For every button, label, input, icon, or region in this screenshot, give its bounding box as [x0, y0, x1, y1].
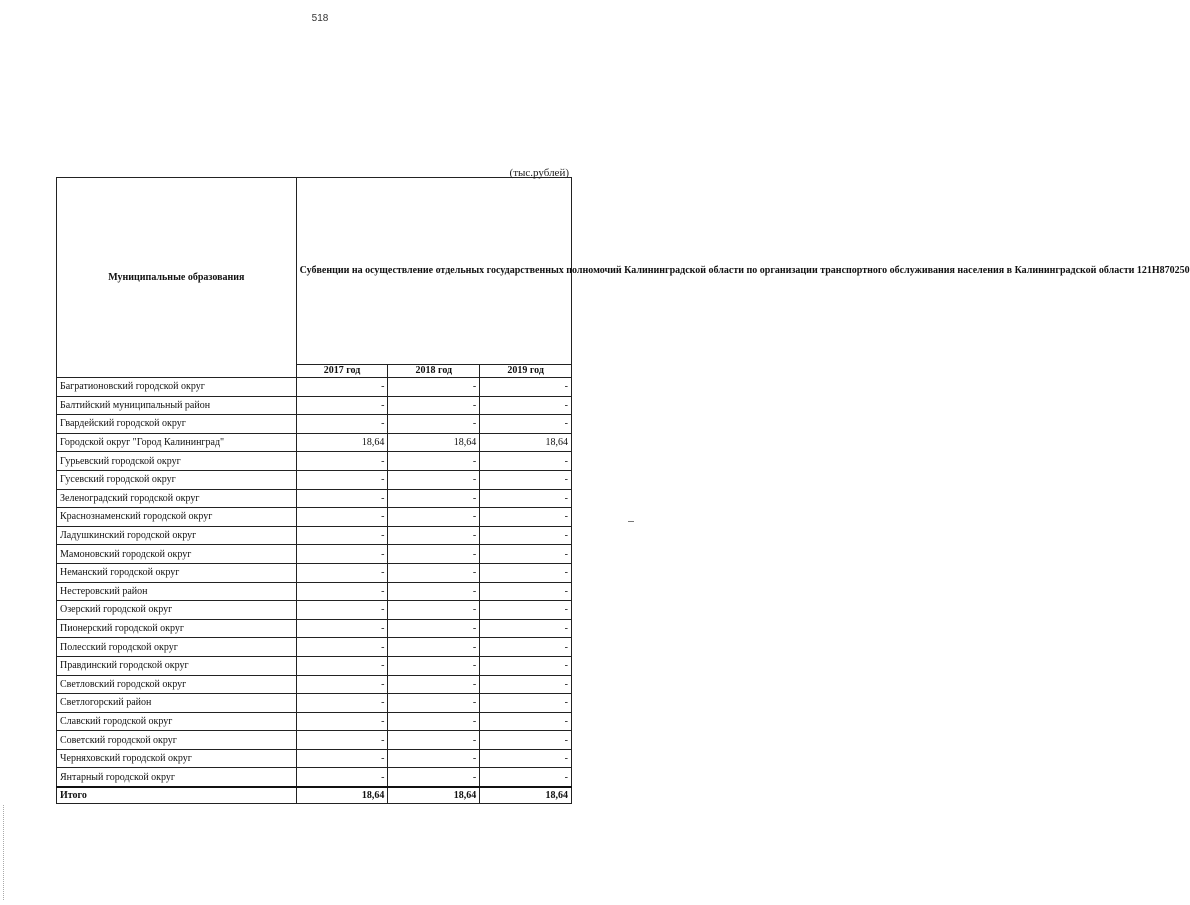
- value-2017: -: [296, 378, 388, 397]
- municipality-name: Городской округ "Город Калининград": [57, 433, 297, 452]
- table-row: [57, 712, 572, 731]
- value-2019: -: [480, 396, 572, 415]
- value-2017: -: [296, 712, 388, 731]
- table-row: [57, 619, 572, 638]
- year-header-2018: 2018 год: [388, 365, 480, 378]
- value-2018: -: [388, 415, 480, 434]
- table-row: [57, 749, 572, 768]
- municipality-name: Зеленоградский городской округ: [57, 489, 297, 508]
- value-2017: -: [296, 638, 388, 657]
- value-2017: -: [296, 731, 388, 750]
- value-2018: -: [388, 601, 480, 620]
- value-2018: -: [388, 638, 480, 657]
- table-header: [57, 178, 1190, 378]
- value-2019: -: [480, 508, 572, 527]
- value-2018: -: [388, 619, 480, 638]
- municipality-name: Краснознаменский городской округ: [57, 508, 297, 527]
- table-row: [57, 601, 572, 620]
- total-2018: 18,64: [388, 787, 480, 804]
- value-2019: -: [480, 749, 572, 768]
- value-2018: -: [388, 452, 480, 471]
- table-row: [57, 396, 572, 415]
- table-row: [57, 563, 572, 582]
- value-2017: -: [296, 470, 388, 489]
- table-row: [57, 526, 572, 545]
- municipality-name: Гусевский городской округ: [57, 470, 297, 489]
- table-row: [57, 508, 572, 527]
- municipality-name: Багратионовский городской округ: [57, 378, 297, 397]
- value-2018: -: [388, 656, 480, 675]
- value-2019: -: [480, 415, 572, 434]
- municipality-name: Правдинский городской округ: [57, 656, 297, 675]
- page-number: 518: [311, 13, 329, 24]
- year-header-2019: 2019 год: [480, 365, 572, 378]
- value-2019: -: [480, 582, 572, 601]
- table-row: [57, 768, 572, 787]
- table-row: [57, 694, 572, 713]
- value-2018: -: [388, 712, 480, 731]
- units-label: (тыс.рублей): [509, 167, 569, 179]
- municipality-name: Славский городской округ: [57, 712, 297, 731]
- value-2019: -: [480, 545, 572, 564]
- municipality-name: Черняховский городской округ: [57, 749, 297, 768]
- value-2017: -: [296, 508, 388, 527]
- table-row: [57, 638, 572, 657]
- municipality-name: Мамоновский городской округ: [57, 545, 297, 564]
- table-row: [57, 545, 572, 564]
- value-2018: -: [388, 563, 480, 582]
- value-2019: -: [480, 694, 572, 713]
- table-row: [57, 415, 572, 434]
- value-2017: -: [296, 526, 388, 545]
- value-2019: -: [480, 638, 572, 657]
- table-row: [57, 656, 572, 675]
- value-2017: -: [296, 694, 388, 713]
- table-row: [57, 378, 572, 397]
- table-row: [57, 675, 572, 694]
- value-2019: -: [480, 601, 572, 620]
- value-2017: -: [296, 656, 388, 675]
- subsidy-table: [56, 177, 1190, 804]
- value-2018: -: [388, 768, 480, 787]
- total-2019: 18,64: [480, 787, 572, 804]
- municipality-column-header: Муниципальные образования: [57, 178, 297, 378]
- municipality-name: Янтарный городской округ: [57, 768, 297, 787]
- total-label: Итого: [57, 787, 297, 804]
- municipality-name: Светлогорский район: [57, 694, 297, 713]
- total-row: [57, 787, 572, 804]
- value-2019: -: [480, 731, 572, 750]
- subsidy-column-header: Субвенции на осуществление отдельных государственных полномочий Калининградской области по организации транспортного обслуживания населения в Калининградской области 121Н870250: [296, 178, 571, 365]
- value-2018: -: [388, 545, 480, 564]
- value-2018: -: [388, 378, 480, 397]
- value-2018: -: [388, 582, 480, 601]
- municipality-name: Озерский городской округ: [57, 601, 297, 620]
- value-2017: -: [296, 396, 388, 415]
- municipality-name: Полесский городской округ: [57, 638, 297, 657]
- value-2018: -: [388, 731, 480, 750]
- value-2019: -: [480, 712, 572, 731]
- value-2018: -: [388, 694, 480, 713]
- value-2019: -: [480, 489, 572, 508]
- table-row: [57, 470, 572, 489]
- value-2019: -: [480, 619, 572, 638]
- municipality-name: Балтийский муниципальный район: [57, 396, 297, 415]
- value-2018: -: [388, 749, 480, 768]
- value-2019: -: [480, 470, 572, 489]
- table-row: [57, 731, 572, 750]
- year-header-2017: 2017 год: [296, 365, 388, 378]
- scan-edge-dots: [3, 805, 5, 900]
- value-2017: -: [296, 545, 388, 564]
- value-2019: -: [480, 656, 572, 675]
- value-2019: -: [480, 378, 572, 397]
- margin-mark: [628, 521, 634, 522]
- value-2018: -: [388, 508, 480, 527]
- table-footer: [57, 787, 572, 804]
- municipality-name: Гвардейский городской округ: [57, 415, 297, 434]
- value-2017: -: [296, 563, 388, 582]
- value-2017: -: [296, 415, 388, 434]
- municipality-name: Пионерский городской округ: [57, 619, 297, 638]
- municipality-name: Советский городской округ: [57, 731, 297, 750]
- value-2018: -: [388, 526, 480, 545]
- table-row: [57, 582, 572, 601]
- value-2017: -: [296, 749, 388, 768]
- value-2019: -: [480, 768, 572, 787]
- value-2019: -: [480, 452, 572, 471]
- municipality-name: Нестеровский район: [57, 582, 297, 601]
- value-2018: -: [388, 470, 480, 489]
- value-2018: -: [388, 675, 480, 694]
- value-2018: -: [388, 396, 480, 415]
- municipality-name: Ладушкинский городской округ: [57, 526, 297, 545]
- value-2017: -: [296, 452, 388, 471]
- table-row: [57, 452, 572, 471]
- municipality-name: Неманский городской округ: [57, 563, 297, 582]
- value-2017: -: [296, 582, 388, 601]
- table-row: [57, 433, 572, 452]
- value-2018: -: [388, 489, 480, 508]
- value-2019: 18,64: [480, 433, 572, 452]
- value-2018: 18,64: [388, 433, 480, 452]
- value-2017: -: [296, 768, 388, 787]
- value-2017: -: [296, 601, 388, 620]
- municipality-name: Светловский городской округ: [57, 675, 297, 694]
- table-body: [57, 378, 572, 788]
- value-2019: -: [480, 675, 572, 694]
- total-2017: 18,64: [296, 787, 388, 804]
- value-2019: -: [480, 563, 572, 582]
- value-2017: 18,64: [296, 433, 388, 452]
- table-row: [57, 489, 572, 508]
- value-2019: -: [480, 526, 572, 545]
- value-2017: -: [296, 619, 388, 638]
- municipality-name: Гурьевский городской округ: [57, 452, 297, 471]
- value-2017: -: [296, 675, 388, 694]
- value-2017: -: [296, 489, 388, 508]
